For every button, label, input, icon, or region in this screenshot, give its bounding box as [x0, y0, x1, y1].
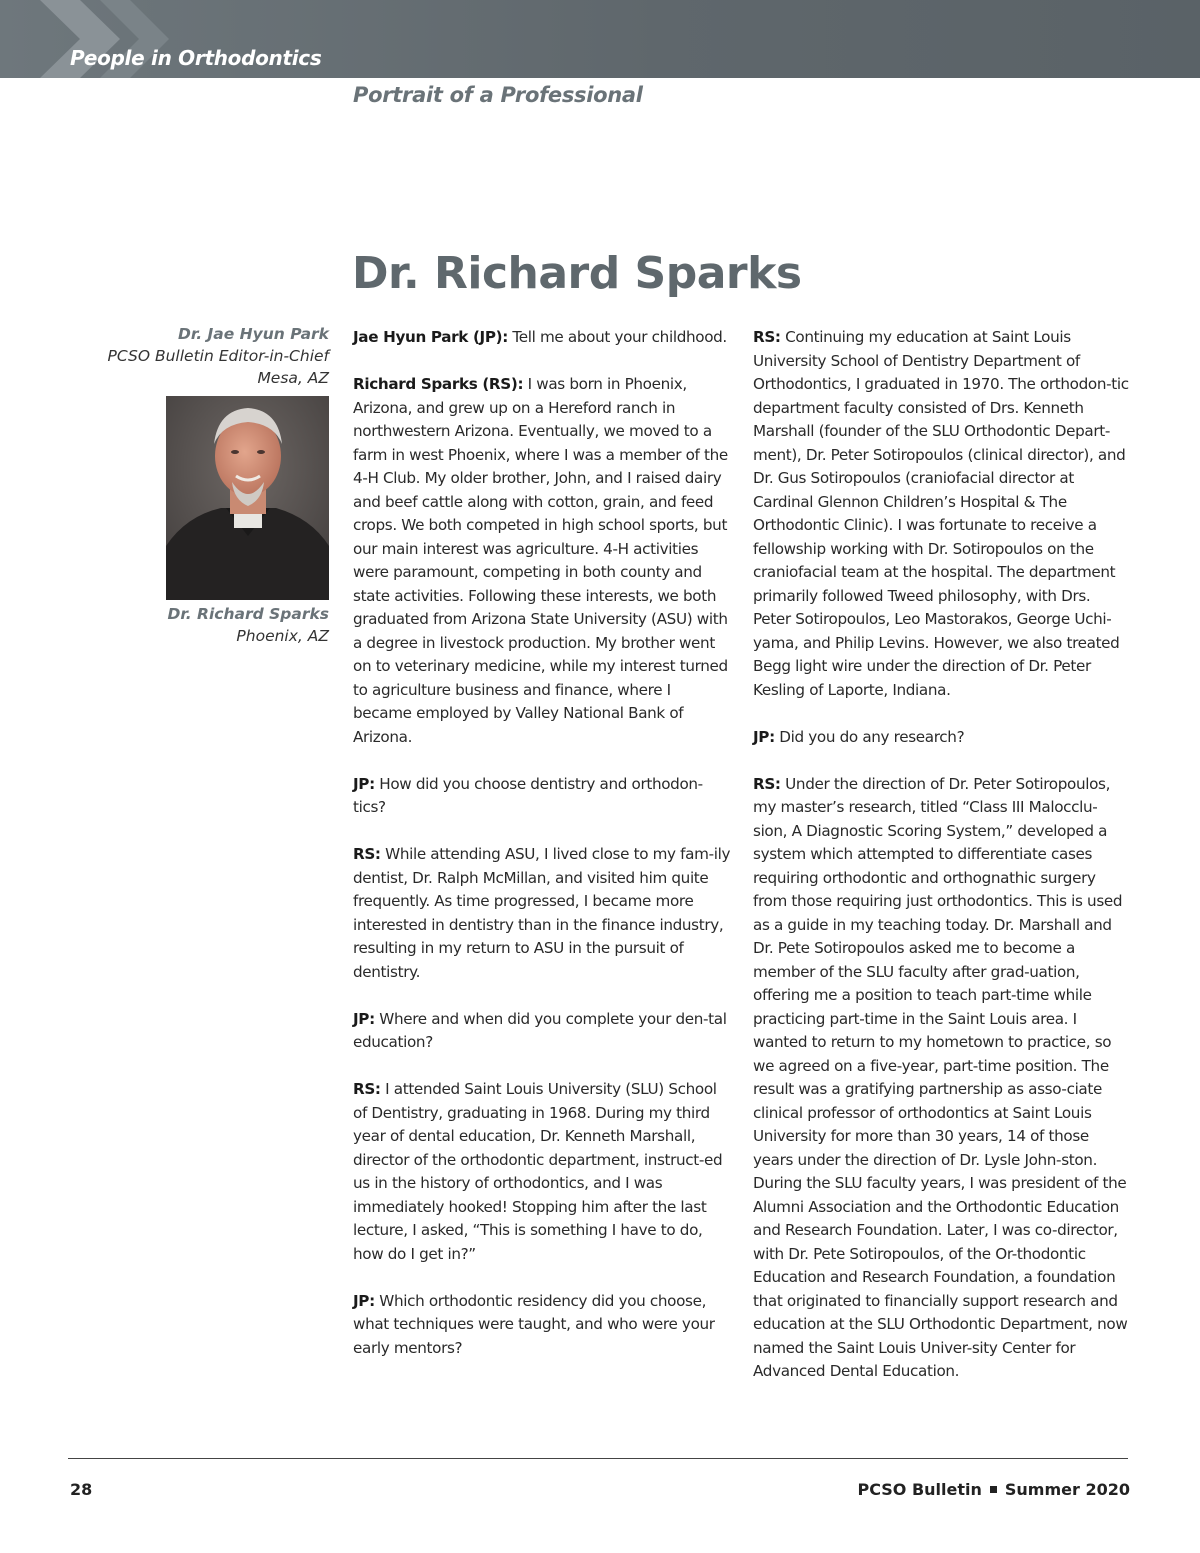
paragraph-text: I attended Saint Louis University (SLU) School of Dentistry, graduating in 1968. During my third year of dental education, Dr. Kenneth Marshall, director of the orthodontic department, instruct-ed us in the history of orthodontics, and I was immediately hooked! Stopping him after the last lecture, I asked, “This is something I have to do, how do I get in?” — [353, 1080, 723, 1263]
speaker-label: RS: — [753, 774, 781, 793]
interview-paragraph — [753, 326, 1131, 702]
author-name: Dr. Jae Hyun Park — [177, 325, 329, 343]
interview-paragraph — [353, 843, 731, 984]
paragraph-text: Tell me about your childhood. — [507, 328, 727, 346]
paragraph-text: Where and when did you complete your den-tal education? — [353, 1009, 727, 1051]
subsection-label: Portrait of a Professional — [353, 83, 643, 107]
speaker-label: JP: — [353, 1009, 375, 1028]
speaker-label: JP: — [753, 727, 775, 746]
interview-paragraph — [353, 373, 731, 749]
interview-column-2 — [753, 326, 1131, 1407]
paragraph-text: Which orthodontic residency did you choose, what techniques were taught, and who were your early mentors? — [353, 1291, 715, 1357]
paragraph-text: How did you choose dentistry and orthodon-tics? — [353, 774, 703, 816]
portrait-image — [166, 396, 329, 600]
separator-square-icon — [990, 1486, 997, 1493]
footer-publication — [858, 1480, 1131, 1499]
speaker-label: Richard Sparks (RS): — [353, 375, 524, 393]
article-title: Dr. Richard Sparks — [352, 248, 802, 299]
portrait-photo — [166, 396, 329, 600]
interview-paragraph — [753, 726, 1131, 750]
interview-paragraph — [753, 773, 1131, 1384]
speaker-label: JP: — [353, 1291, 375, 1310]
issue-label: Summer 2020 — [1004, 1480, 1130, 1499]
section-label: People in Orthodontics — [70, 46, 322, 70]
paragraph-text: Under the direction of Dr. Peter Sotiropoulos, my master’s research, titled “Class III Malocclu-sion, A Diagnostic Scoring System,” developed a system which attempted to differentiate cases requiring orthodontic and orthognathic surgery from those requiring just orthodontics. This is used as a guide in my teaching today. Dr. Marshall and Dr. Pete Sotiropoulos asked me to become a member of the SLU faculty after grad-uation, offering me a position to teach part-time while practicing part-time in the Saint Louis area. I wanted to return to my hometown to practice, so we agreed on a five-year, part-time position. The result was a gratifying partnership as asso-ciate clinical professor of orthodontics at Saint Louis University for more than 30 years, 14 of those years under the direction of Dr. Lysle John-ston. During the SLU faculty years, I was president of the Alumni Association and the Orthodontic Education and Research Foundation. Later, I was co-director, with Dr. Pete Sotiropoulos, of the Or-thodontic Education and Research Foundation, a foundation that originated to financially support research and education at the SLU Orthodontic Department, now named the Saint Louis Univer-sity Center for Advanced Dental Education. — [753, 774, 1128, 1380]
speaker-label: JP: — [353, 774, 375, 793]
interview-paragraph — [353, 1290, 731, 1361]
interview-column-1 — [353, 326, 731, 1384]
author-role: PCSO Bulletin Editor-in-Chief — [107, 347, 329, 365]
paragraph-text: While attending ASU, I lived close to my fam-ily dentist, Dr. Ralph McMillan, and visited him quite frequently. As time progressed, I became more interested in dentistry than in the finance industry, resulting in my return to ASU in the pursuit of dentistry. — [353, 845, 731, 981]
speaker-label: RS: — [353, 1080, 381, 1098]
page-number: 28 — [70, 1480, 93, 1499]
interview-paragraph — [353, 773, 731, 820]
header-banner — [0, 0, 1200, 78]
speaker-label: RS: — [353, 845, 381, 863]
footer-rule — [68, 1458, 1128, 1459]
speaker-label: Jae Hyun Park (JP): — [353, 328, 508, 346]
speaker-label: RS: — [753, 328, 781, 346]
caption-location: Phoenix, AZ — [236, 627, 329, 645]
author-location: Mesa, AZ — [257, 369, 329, 387]
paragraph-text: Continuing my education at Saint Louis University School of Dentistry Department of Orthodontics, I graduated in 1970. The orthodon-tic department faculty consisted of Drs. Kenneth Marshall (founder of the SLU Orthodontic Depart-ment), Dr. Peter Sotiropoulos (clinical director), and Dr. Gus Sotiropoulos (craniofacial director at Cardinal Glennon Children’s Hospital & The Orthodontic Clinic). I was fortunate to receive a fellowship working with Dr. Sotiropoulos on the craniofacial team at the hospital. The department primarily followed Tweed philosophy, with Drs. Peter Sotiropoulos, Leo Mastorakos, George Uchi-yama, and Philip Levins. However, we also treated Begg light wire under the direction of Dr. Peter Kesling of Laporte, Indiana. — [753, 328, 1129, 699]
interview-paragraph — [353, 1078, 731, 1266]
paragraph-text: I was born in Phoenix, Arizona, and grew up on a Hereford ranch in northwestern Arizona. Eventually, we moved to a farm in west Phoenix, where I was a member of the 4-H Club. My older brother, John, and I raised dairy and beef cattle along with cotton, grain, and feed crops. We both competed in high school sports, but our main interest was agriculture. 4-H activities were paramount, competing in both county and state activities. Following these interests, we both graduated from Arizona State University (ASU) with a degree in livestock production. My brother went on to veterinary medicine, while my interest turned to agriculture business and finance, where I became employed by Valley National Bank of Arizona. — [353, 375, 728, 746]
interview-paragraph — [353, 326, 731, 350]
paragraph-text: Did you do any research? — [774, 727, 965, 746]
caption-name: Dr. Richard Sparks — [167, 605, 329, 623]
photo-caption — [60, 603, 329, 647]
publication-name: PCSO Bulletin — [857, 1480, 982, 1499]
interview-paragraph — [353, 1008, 731, 1055]
author-info — [60, 323, 329, 389]
